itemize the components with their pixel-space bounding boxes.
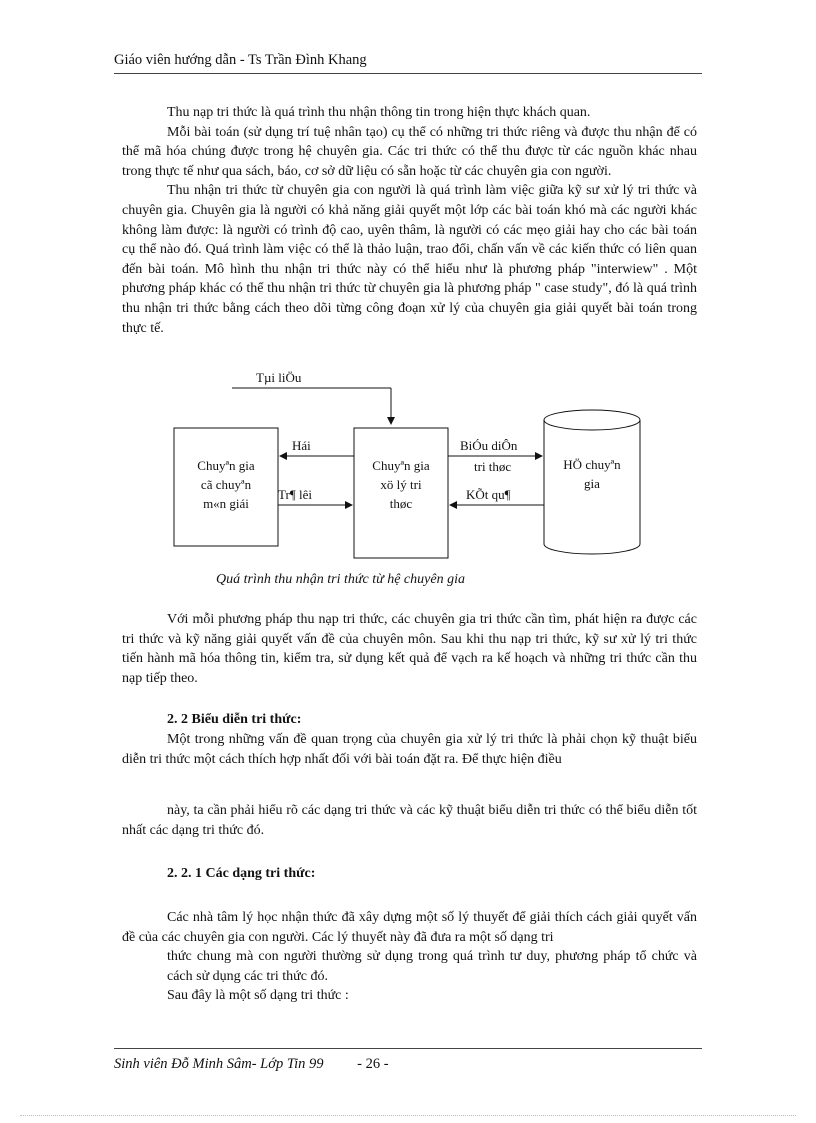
footer-rule <box>114 1048 702 1049</box>
page-edge <box>20 1115 796 1116</box>
expert-box-line: Chuyªn gia <box>197 458 255 473</box>
header-rule <box>114 73 702 74</box>
paragraph: Các nhà tâm lý học nhận thức đã xây dựng một số lý thuyết để giải thích cách giải quyết vấn đề của các chuyên gia con người. Các lý thuyết này đã đưa ra một số dạng tri <box>122 909 697 945</box>
system-line: HÖ chuyªn <box>563 457 621 472</box>
footer-student: Sinh viên Đỗ Minh Sâm- Lớp Tin 99 <box>114 1056 324 1072</box>
paragraph: Thu nhận tri thức từ chuyên gia con người là quá trình làm việc giữa kỹ sư xử lý tri thức và chuyên gia. Chuyên gia là người có khả năng giải quyết một lớp các bài toán khó mà các người khác không làm được: là người có trình độ cao, uyên thâm, là người có các mẹo giải hay cho các bài toán cụ thể nào đó. Quá trình làm việc có thể là thảo luận, trao đổi, chấn vấn về các kiến thức có liên quan đến bài toán. Mô hình thu nhận tri thức này có thể hiểu như là phương pháp "interwiew" . Một phương pháp khác có thể thu nhận tri thức từ chuyên gia là phương pháp " case study", đó là quá trình thu nhận tri thức bằng cách theo dõi từng công đoạn xử lý của chuyên gia giải quyết bài toán trong thực tế. <box>122 183 697 336</box>
expert-box-line: cã chuyªn <box>200 477 252 492</box>
paragraph: thức chung mà con người thường sử dụng trong quá trình tư duy, phương pháp tổ chức và cách sử dụng các tri thức đó. <box>167 949 697 984</box>
paragraph: Với mỗi phương pháp thu nạp tri thức, các chuyên gia tri thức cần tìm, phát hiện ra được các tri thức và kỹ năng giải quyết vấn đề của chuyên môn. Sau khi thu nạp tri thức, kỹ sư xử lý tri thức tiến hành mã hóa thông tin, kiểm tra, sử dụng kết quả để vạch ra kế hoạch và những tri thức cần thu nạp tiếp theo. <box>122 612 697 686</box>
engineer-box-line: Chuyªn gia <box>372 458 430 473</box>
answer-label: Tr¶ lêi <box>278 487 312 502</box>
engineer-box <box>354 428 448 558</box>
body-text-bottom <box>122 610 697 1006</box>
knowledge-acquisition-diagram <box>170 368 650 568</box>
expert-box-line: m«n giái <box>203 496 249 511</box>
represent-label: tri thøc <box>474 459 512 474</box>
system-line: gia <box>584 476 600 491</box>
body-text-top <box>122 103 697 338</box>
paragraph: này, ta cần phải hiểu rõ các dạng tri thức và các kỹ thuật biểu diễn tri thức có thể biểu diễn tốt nhất các dạng tri thức đó. <box>122 803 697 838</box>
paragraph: Thu nạp tri thức là quá trình thu nhận thông tin trong hiện thực khách quan. <box>167 105 591 120</box>
paragraph: Sau đây là một số dạng tri thức : <box>167 988 349 1004</box>
engineer-box-line: xö lý tri <box>380 477 422 492</box>
cylinder-top <box>544 410 640 430</box>
section-heading: 2. 2. 1 Các dạng tri thức: <box>167 866 316 882</box>
engineer-box-line: thøc <box>389 496 413 511</box>
result-label: KÕt qu¶ <box>466 487 511 502</box>
page-number: - 26 - <box>357 1056 389 1072</box>
input-label: Tµi liÖu <box>256 370 302 385</box>
page-footer <box>114 1056 389 1073</box>
section-heading: 2. 2 Biểu diễn tri thức: <box>167 712 302 728</box>
ask-label: Hái <box>292 438 311 453</box>
paragraph: Mỗi bài toán (sử dụng trí tuệ nhân tạo) cụ thể có những tri thức riêng và được thu nhận để có thể mã hóa chúng được trong hệ chuyên gia. Các tri thức có thể thu được từ các nguồn khác nhau trong thực tế như qua sách, báo, cơ sở dữ liệu có sẵn hoặc từ các chuyên gia con người. <box>122 124 697 179</box>
figure-caption: Quá trình thu nhận tri thức từ hệ chuyên gia <box>216 572 465 587</box>
page-header: Giáo viên hướng dẫn - Ts Trần Đình Khang <box>114 52 367 68</box>
represent-label: BiÓu diÔn <box>460 438 518 453</box>
paragraph: Một trong những vấn đề quan trọng của chuyên gia xử lý tri thức là phải chọn kỹ thuật biểu diễn tri thức một cách thích hợp nhất đối với bài toán đặt ra. Để thực hiện điều <box>122 731 697 767</box>
